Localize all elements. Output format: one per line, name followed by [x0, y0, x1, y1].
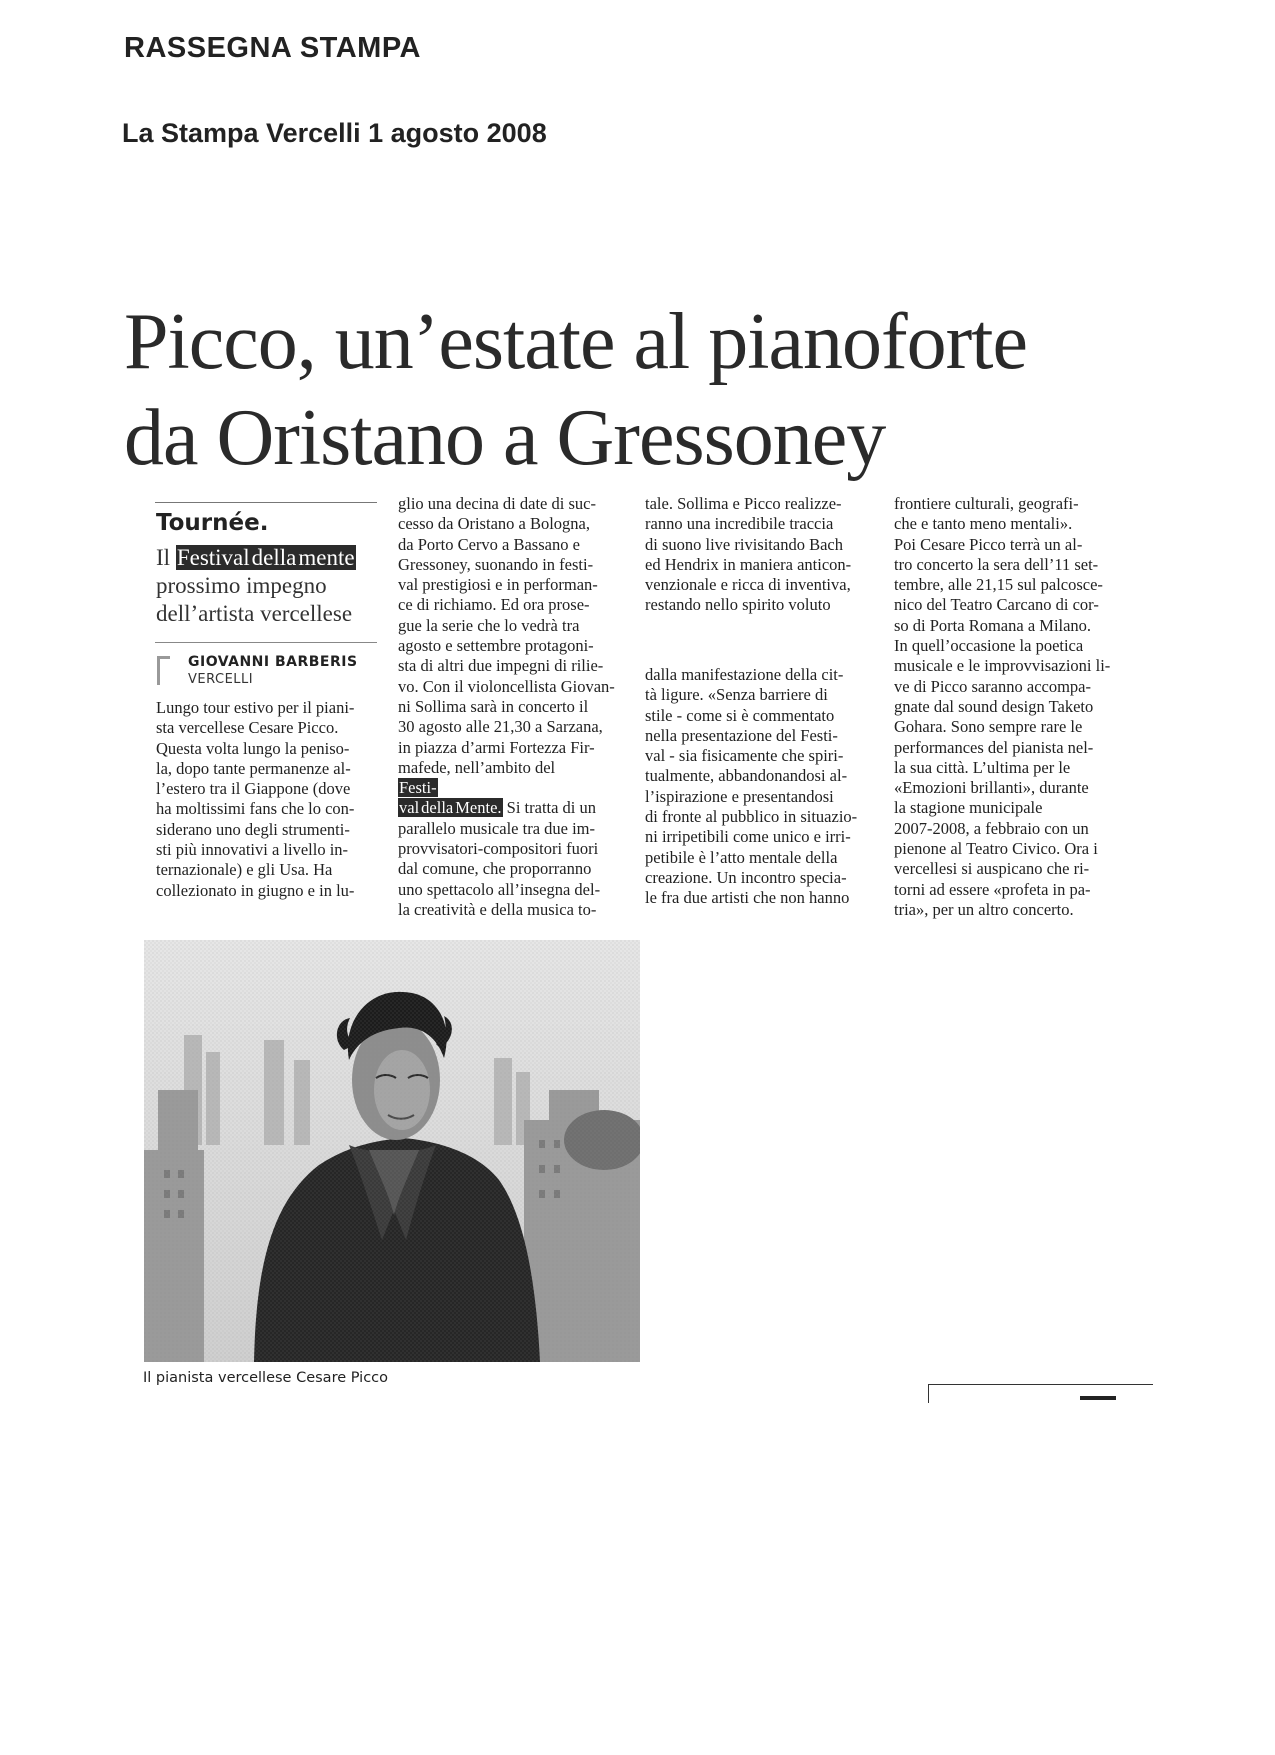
text-line: da Porto Cervo a Bassano e	[398, 534, 580, 554]
text-line: in piazza d’armi Fortezza Fir-	[398, 737, 595, 757]
clipping-footer-mark	[928, 1384, 1153, 1403]
text-line: la creatività e della musica to-	[398, 899, 597, 919]
subhead-line-1	[156, 544, 384, 572]
column-2-festival-line	[398, 778, 630, 798]
subhead-highlight-festival: Festival	[176, 545, 250, 570]
text-line: parallelo musicale tra due im-	[398, 818, 596, 838]
text-line: dalla manifestazione della cit-	[645, 665, 844, 684]
article-column-1	[156, 698, 382, 901]
text-line: «Emozioni brillanti», durante	[894, 778, 1089, 798]
subhead-highlight-della: della	[251, 545, 297, 570]
article-headline	[124, 294, 1124, 486]
text-line: glio una decina di date di suc-	[398, 494, 596, 513]
text-line: gue la serie che lo vedrà tra	[398, 615, 580, 635]
article-photo	[144, 940, 640, 1362]
subhead-word: Il	[156, 545, 171, 570]
text-line: di fronte al pubblico in situazio-	[645, 807, 858, 827]
subhead-highlight-mente: mente	[298, 545, 355, 570]
text-line: ce di richiamo. Ed ora prose-	[398, 595, 590, 615]
text-line: In quell’occasione la poetica	[894, 636, 1084, 656]
text-line: provvisatori-compositori fuori	[398, 839, 599, 859]
text-line: vercellesi si auspicano che ri-	[894, 859, 1090, 879]
subhead-line-2: prossimo impegno	[156, 573, 327, 598]
text-line: performances del pianista nel-	[894, 737, 1094, 757]
text-line: tembre, alle 21,15 sul palcosce-	[894, 575, 1103, 595]
text-line: tria», per un altro concerto.	[894, 899, 1074, 919]
text-line: Questa volta lungo la peniso-	[156, 738, 350, 758]
text-line: 2007-2008, a febbraio con un	[894, 818, 1089, 838]
text-line: agosto e settembre protagoni-	[398, 636, 594, 656]
text-line: nella presentazione del Festi-	[645, 725, 838, 745]
text-line: sti più innovativi a livello in-	[156, 840, 349, 860]
text-line: siderano uno degli strumenti-	[156, 819, 350, 839]
article-column-3-bottom	[645, 665, 877, 909]
text-line: frontiere culturali, geografi-	[894, 494, 1079, 513]
text-line: sta di altri due impegni di rilie-	[398, 656, 604, 676]
text-line: la sua città. L’ultima per le	[894, 757, 1071, 777]
article-column-3-top	[645, 494, 877, 616]
text-line: collezionato in giugno e in lu-	[156, 880, 355, 900]
text-line: tro concerto la sera dell’11 set-	[894, 554, 1099, 574]
text-line: musicale e le improvvisazioni li-	[894, 656, 1111, 676]
text-line: mafede, nell’ambito del	[398, 757, 556, 777]
headline-line-2: da Oristano a Gressoney	[124, 394, 886, 482]
page-header-title: RASSEGNA STAMPA	[124, 32, 421, 64]
column-2-lines-a	[398, 494, 630, 778]
text-line: vo. Con il violoncellista Giovan-	[398, 676, 615, 696]
article-author: GIOVANNI BARBERIS	[188, 654, 358, 670]
text-line: Gohara. Sono sempre rare le	[894, 717, 1083, 737]
pianist-portrait-image	[144, 940, 640, 1362]
text-line: pienone al Teatro Civico. Ora i	[894, 839, 1098, 859]
text-line: tualmente, abbandonandosi al-	[645, 766, 848, 786]
text-line: stile - come si è commentato	[645, 705, 835, 725]
text-line: restando nello spirito voluto	[645, 595, 831, 615]
text-line: torni ad essere «profeta in pa-	[894, 879, 1091, 899]
text-line: petibile è l’atto mentale della	[645, 847, 838, 867]
photo-caption: Il pianista vercellese Cesare Picco	[143, 1370, 389, 1386]
article-subhead	[156, 544, 384, 628]
text-line: ha moltissimi fans che lo con-	[156, 799, 355, 819]
headline-line-1: Picco, un’estate al pianoforte	[124, 298, 1027, 386]
byline-decoration	[157, 656, 170, 685]
text-line: ranno una incredibile traccia	[645, 514, 834, 534]
column-2-highlight-festi: Festi-	[399, 778, 437, 798]
column-2-mente-line	[398, 798, 630, 818]
page-header-source: La Stampa Vercelli 1 agosto 2008	[122, 118, 547, 148]
text-line: ni irripetibili come unico e irri-	[645, 827, 851, 847]
text-line: val - sia fisicamente che spiri-	[645, 746, 844, 766]
text-line: Gressoney, suonando in festi-	[398, 554, 594, 574]
text-line: so di Porta Romana a Milano.	[894, 615, 1092, 635]
text-line: venzionale e ricca di inventiva,	[645, 575, 851, 595]
text-line: le fra due artisti che non hanno	[645, 888, 850, 908]
text-line: l’estero tra il Giappone (dove	[156, 779, 351, 799]
column-2-highlight-mente: Mente.	[455, 798, 502, 818]
subhead-line-3: dell’artista vercellese	[156, 601, 353, 626]
text-line: l’ispirazione e presentandosi	[645, 786, 834, 806]
text-line: val prestigiosi e in performan-	[398, 575, 598, 595]
column-2-highlight-della: della	[421, 798, 454, 818]
column-2-highlight-val: val	[399, 798, 420, 818]
text-line: creazione. Un incontro specia-	[645, 867, 847, 887]
text-line: ternazionale) e gli Usa. Ha	[156, 860, 333, 880]
byline-rule	[155, 642, 377, 643]
text-line: gnate dal sound design Taketo	[894, 696, 1094, 716]
column-2-lines-b	[398, 819, 630, 920]
text-line: Poi Cesare Picco terrà un al-	[894, 534, 1083, 554]
text-line: tà ligure. «Senza barriere di	[645, 685, 828, 705]
text-line: uno spettacolo all’insegna del-	[398, 879, 601, 899]
text-line: dal comune, che proporranno	[398, 859, 592, 879]
text-line: ed Hendrix in maniera anticon-	[645, 554, 852, 574]
text-line: la stagione municipale	[894, 798, 1043, 818]
text-line: di suono live rivisitando Bach	[645, 534, 843, 554]
text-line: Lungo tour estivo per il piani-	[156, 698, 355, 717]
text-line: ni Sollima sarà in concerto il	[398, 696, 589, 716]
text-line: nico del Teatro Carcano di cor-	[894, 595, 1099, 615]
article-kicker: Tournée.	[156, 510, 269, 536]
text-line: cesso da Oristano a Bologna,	[398, 514, 590, 534]
text-line: la, dopo tante permanenze al-	[156, 758, 351, 778]
text-line: che e tanto meno mentali».	[894, 514, 1073, 534]
article-location: VERCELLI	[188, 672, 254, 687]
article-column-2	[398, 494, 630, 920]
text-line: sta vercellese Cesare Picco.	[156, 718, 339, 738]
clipping-footer-bar	[1080, 1396, 1116, 1400]
column-2-after-highlight: Si tratta di un	[502, 798, 597, 818]
text-line: 30 agosto alle 21,30 a Sarzana,	[398, 717, 603, 737]
text-line: ve di Picco saranno accompa-	[894, 676, 1092, 696]
article-column-4	[894, 494, 1130, 920]
kicker-top-rule	[155, 502, 377, 503]
text-line: tale. Sollima e Picco realizze-	[645, 494, 842, 513]
